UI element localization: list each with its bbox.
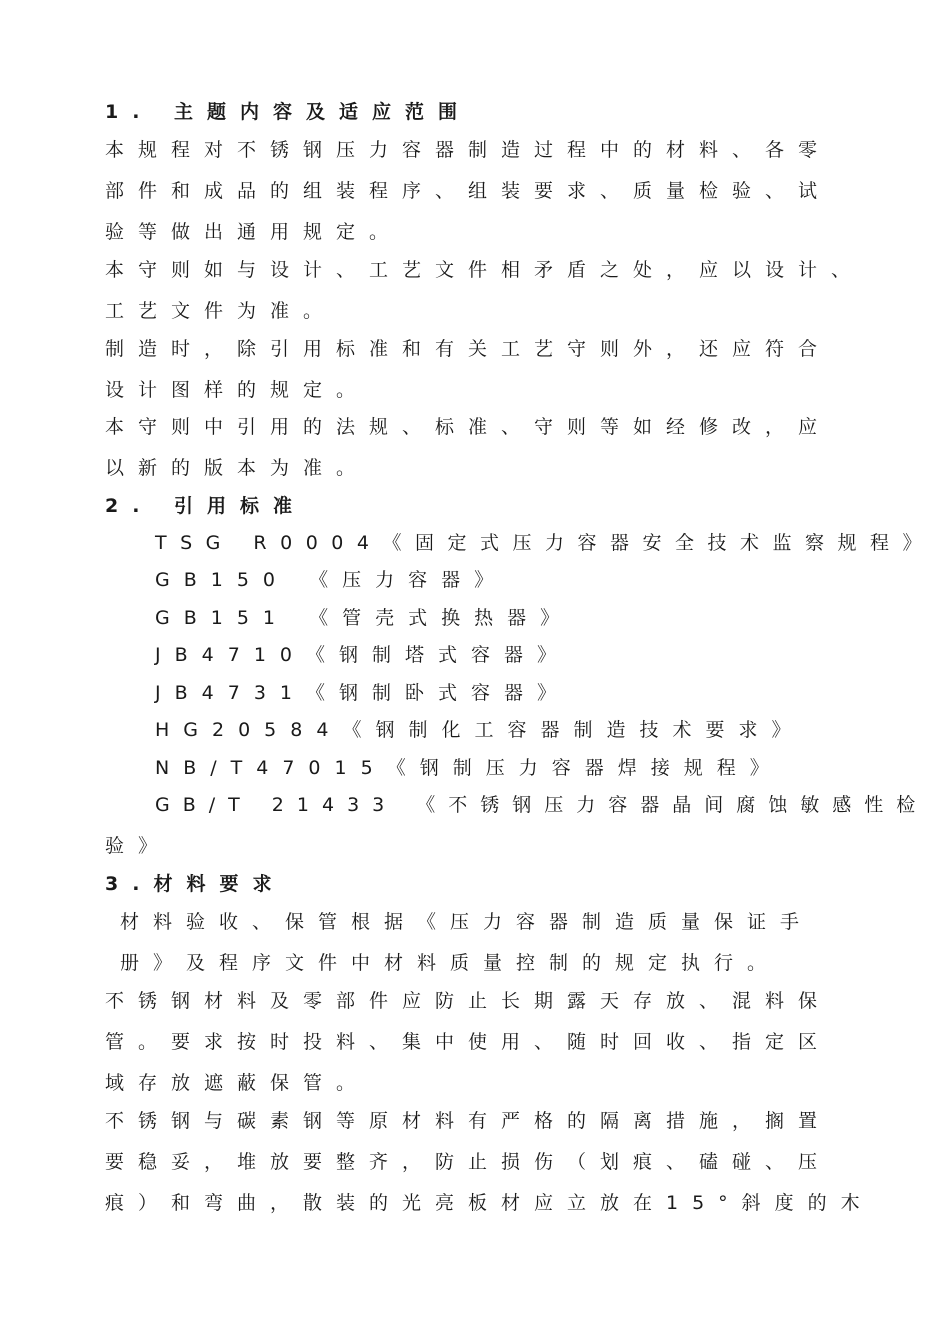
paragraph-line: 部件和成品的组装程序、组装要求、质量检验、试: [105, 180, 832, 202]
paragraph-line: 设计图样的规定。: [105, 379, 370, 401]
standard-item: GB150 《压力容器》: [155, 569, 508, 591]
paragraph-line: 本守则中引用的法规、标准、守则等如经修改，应: [105, 416, 832, 438]
paragraph-line: 不锈钢与碳素钢等原材料有严格的隔离措施，搁置: [105, 1110, 832, 1132]
paragraph-line: 本规程对不锈钢压力容器制造过程中的材料、各零: [105, 139, 832, 161]
standard-item: GB151 《管壳式换热器》: [155, 607, 574, 629]
standard-item: JB4710《钢制塔式容器》: [155, 644, 570, 666]
paragraph-line: 以新的版本为准。: [105, 457, 370, 479]
paragraph-line: 不锈钢材料及零部件应防止长期露天存放、混料保: [105, 990, 832, 1012]
standard-item: JB4731《钢制卧式容器》: [155, 682, 570, 704]
standard-item: HG20584《钢制化工容器制造技术要求》: [155, 719, 805, 741]
standard-item: TSG R0004《固定式压力容器安全技术监察规程》: [155, 532, 935, 554]
section-3-heading: 3.材料要求: [105, 873, 286, 895]
paragraph-line: 本守则如与设计、工艺文件相矛盾之处，应以设计、: [105, 259, 865, 281]
paragraph-line: 痕）和弯曲，散装的光亮板材应立放在15°斜度的木: [105, 1192, 874, 1214]
section-1-heading: 1. 主题内容及适应范围: [105, 101, 472, 123]
paragraph-line: 册》及程序文件中材料质量控制的规定执行。: [120, 952, 781, 974]
paragraph-line: 管。要求按时投料、集中使用、随时回收、指定区: [105, 1031, 832, 1053]
standard-item: NB/T47015《钢制压力容器焊接规程》: [155, 757, 783, 779]
paragraph-line: 域存放遮蔽保管。: [105, 1072, 370, 1094]
paragraph-line: 制造时，除引用标准和有关工艺守则外，还应符合: [105, 338, 832, 360]
section-2-heading: 2. 引用标准: [105, 495, 307, 517]
paragraph-line: 验等做出通用规定。: [105, 221, 403, 243]
standard-item: GB/T 21433 《不锈钢压力容器晶间腐蚀敏感性检: [155, 794, 929, 816]
paragraph-line: 要稳妥，堆放要整齐，防止损伤（划痕、磕碰、压: [105, 1151, 832, 1173]
paragraph-line: 工艺文件为准。: [105, 300, 337, 322]
paragraph-line: 材料验收、保管根据《压力容器制造质量保证手: [120, 911, 814, 933]
standard-item-continuation: 验》: [105, 835, 172, 857]
